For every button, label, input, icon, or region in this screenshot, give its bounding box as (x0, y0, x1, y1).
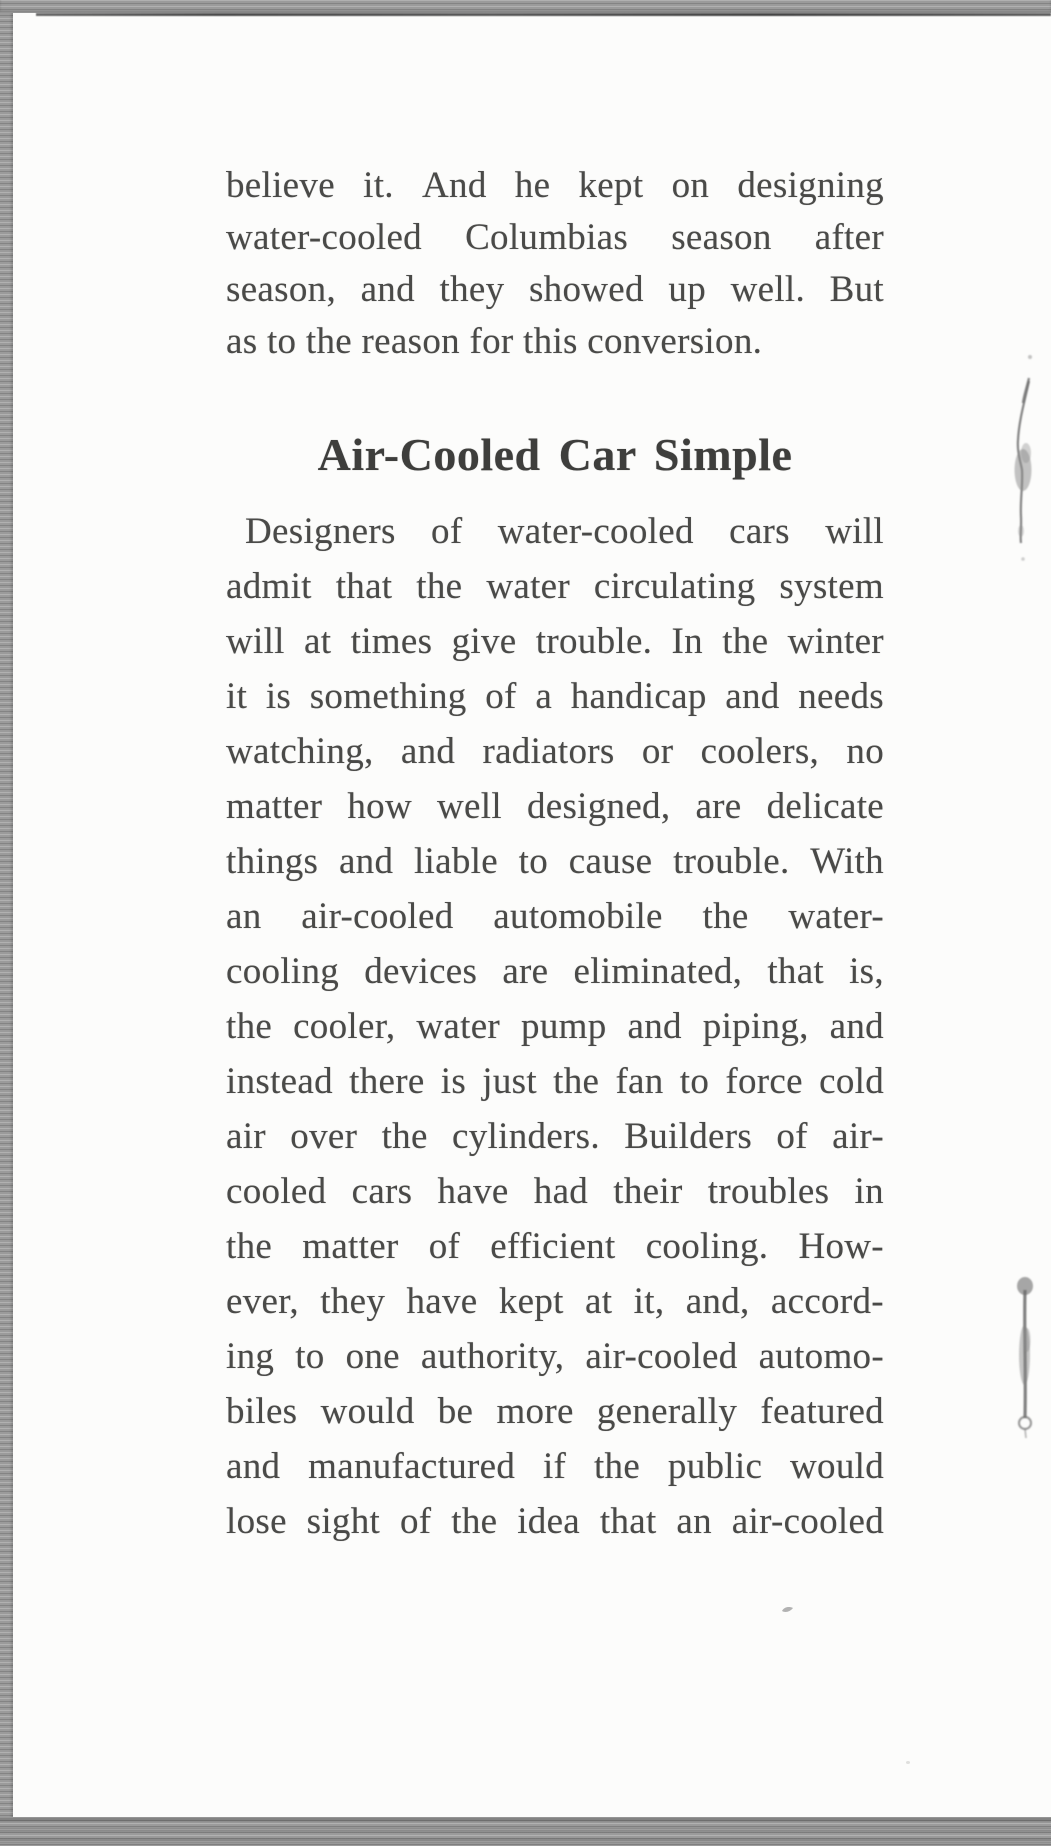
text-line: season, and they showed up well. But (226, 269, 884, 310)
text-line: biles would be more generally featured (226, 1391, 884, 1432)
text-line: things and liable to cause trouble. With (226, 841, 884, 882)
text-line: watching, and radiators or coolers, no (226, 731, 884, 772)
text-line: cooled cars have had their troubles in (226, 1171, 884, 1212)
text-line: an air-cooled automobile the water- (226, 896, 884, 937)
text-line: ing to one authority, air-cooled automo- (226, 1336, 884, 1377)
ink-smudge-upper (985, 345, 1045, 575)
binding-cloth-left (0, 0, 13, 1846)
speck-mark (780, 1604, 796, 1616)
text-line: and manufactured if the public would (226, 1446, 884, 1487)
text-line: the matter of efficient cooling. How- (226, 1226, 884, 1267)
text-line: believe it. And he kept on designing (226, 165, 884, 206)
text-line: air over the cylinders. Builders of air- (226, 1116, 884, 1157)
section-heading: Air-Cooled Car Simple (317, 429, 793, 480)
text-line: matter how well designed, are delicate (226, 786, 884, 827)
text-line: lose sight of the idea that an air-cooled (226, 1501, 884, 1542)
ink-stroke-lower (1000, 1270, 1050, 1450)
text-line: will at times give trouble. In the winter (226, 621, 884, 662)
paragraph (226, 0, 884, 368)
text-line: as to the reason for this conversion. (226, 321, 763, 362)
text-line: water-cooled Columbias season after (226, 217, 884, 258)
text-line: cooling devices are eliminated, that is, (226, 951, 884, 992)
text-line: the cooler, water pump and piping, and (226, 1006, 884, 1047)
text-line: instead there is just the fan to force cold (226, 1061, 884, 1102)
text-line: it is something of a handicap and needs (226, 676, 884, 717)
faint-dot (906, 1761, 910, 1764)
binding-cloth-bottom (0, 1817, 1051, 1846)
page-top-edge-shadow (36, 13, 1051, 16)
text-line: admit that the water circulating system (226, 566, 884, 607)
paragraph (226, 504, 884, 1549)
text-line: ever, they have kept at it, and, accord- (226, 1281, 884, 1322)
binding-cloth-top (0, 0, 1051, 13)
text-line: Designers of water-cooled cars will (245, 511, 884, 552)
text-column (226, 0, 884, 1549)
